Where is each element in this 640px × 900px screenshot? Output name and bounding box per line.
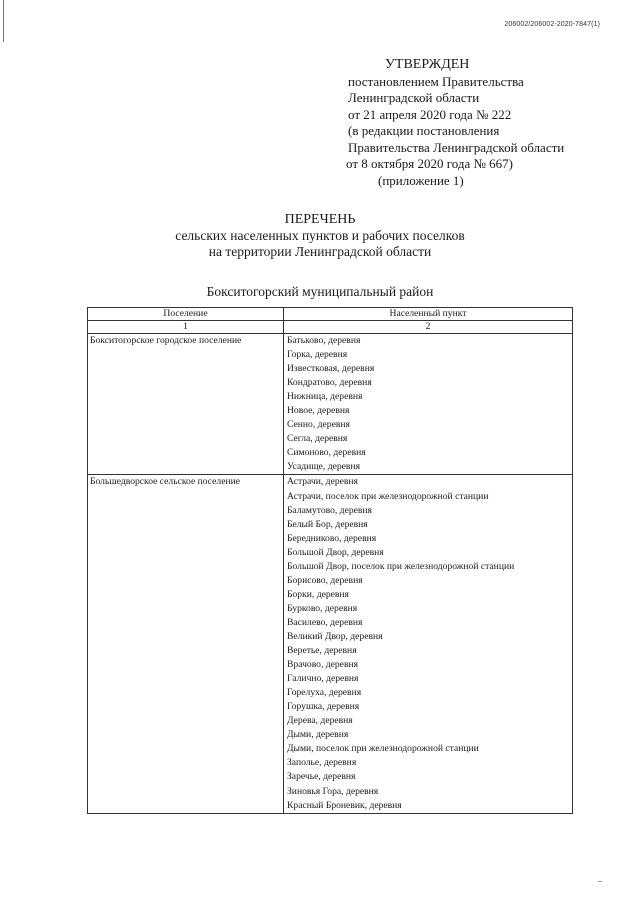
list-item: Веретье, деревня <box>287 645 357 657</box>
approval-line: Ленинградской области <box>348 90 480 105</box>
list-item: Василево, деревня <box>287 616 363 628</box>
list-item: Галично, деревня <box>287 673 359 685</box>
title-line: сельских населенных пунктов и рабочих поселков <box>175 228 465 243</box>
list-item: Сенно, деревня <box>287 419 350 431</box>
localities-cell <box>284 334 573 475</box>
list-item: Врачово, деревня <box>287 659 359 671</box>
list-item: Заполье, деревня <box>287 757 357 769</box>
list-item: Батьково, деревня <box>287 335 361 346</box>
list-item: Бередниково, деревня <box>287 532 377 544</box>
list-item: Кондратово, деревня <box>287 377 372 389</box>
list-item: Новое, деревня <box>287 405 350 417</box>
list-item: Дерева, деревня <box>287 715 353 727</box>
list-item: Большой Двор, деревня <box>287 546 384 558</box>
list-item: Горка, деревня <box>287 349 348 361</box>
list-item: Сегла, деревня <box>287 433 348 445</box>
settlement-cell: Большедворское сельское поселение <box>88 475 284 813</box>
list-item: Симоново, деревня <box>287 447 366 459</box>
list-item: Дыми, деревня <box>287 729 349 741</box>
list-item: Астрачи, деревня <box>287 476 358 488</box>
list-item: Горелуха, деревня <box>287 687 362 699</box>
list-item: Известковая, деревня <box>287 363 375 375</box>
scan-corner-mark <box>598 881 602 882</box>
list-item: Усадище, деревня <box>287 461 361 473</box>
list-item: Зиновья Гора, деревня <box>287 785 379 797</box>
list-item: Красный Броневик, деревня <box>287 799 402 811</box>
header-locality: Населенный пункт <box>284 308 573 321</box>
district-heading: Бокситогорский муниципальный район <box>206 284 434 299</box>
table-number-row <box>88 321 573 334</box>
table-header-row <box>88 308 573 321</box>
approval-line: Правительства Ленинградской области <box>348 139 565 155</box>
approval-line: (в редакции постановления <box>348 123 500 138</box>
list-item: Заречье, деревня <box>287 771 356 783</box>
column-number: 2 <box>284 321 573 334</box>
list-item: Баламутово, деревня <box>287 504 372 516</box>
list-item: Нижница, деревня <box>287 391 363 403</box>
table-row <box>88 334 573 475</box>
list-item: Большой Двор, поселок при железнодорожной станции <box>287 560 515 572</box>
list-item: Бурково, деревня <box>287 602 358 614</box>
title-line: на территории Ленинградской области <box>208 244 432 259</box>
approval-line: от 8 октября 2020 года № 667) <box>346 156 513 171</box>
list-item: Великий Двор, деревня <box>287 630 383 642</box>
list-item: Борки, деревня <box>287 588 349 600</box>
list-item: Горушка, деревня <box>287 701 360 713</box>
list-item: Борисово, деревня <box>287 574 363 586</box>
approval-line: (приложение 1) <box>378 172 464 188</box>
approval-block <box>348 57 598 189</box>
title-main: ПЕРЕЧЕНЬ <box>284 212 356 227</box>
header-settlement: Поселение <box>88 308 284 321</box>
settlement-cell: Бокситогорское городское поселение <box>88 334 284 475</box>
table-row <box>88 475 573 813</box>
approval-line: от 21 апреля 2020 года № 222 <box>348 106 512 122</box>
document-id: 206002/206002-2020-7847(1) <box>504 21 600 28</box>
list-item: Дыми, поселок при железнодорожной станции <box>287 743 479 755</box>
document-title <box>0 212 640 260</box>
localities-table <box>87 307 573 814</box>
scan-edge-mark <box>3 0 4 42</box>
column-number: 1 <box>88 321 284 334</box>
localities-cell <box>284 475 573 813</box>
approval-title: УТВЕРЖДЕН <box>385 57 470 72</box>
list-item: Астрачи, поселок при железнодорожной станции <box>287 490 489 502</box>
list-item: Белый Бор, деревня <box>287 518 368 530</box>
approval-line: постановлением Правительства <box>348 73 524 89</box>
